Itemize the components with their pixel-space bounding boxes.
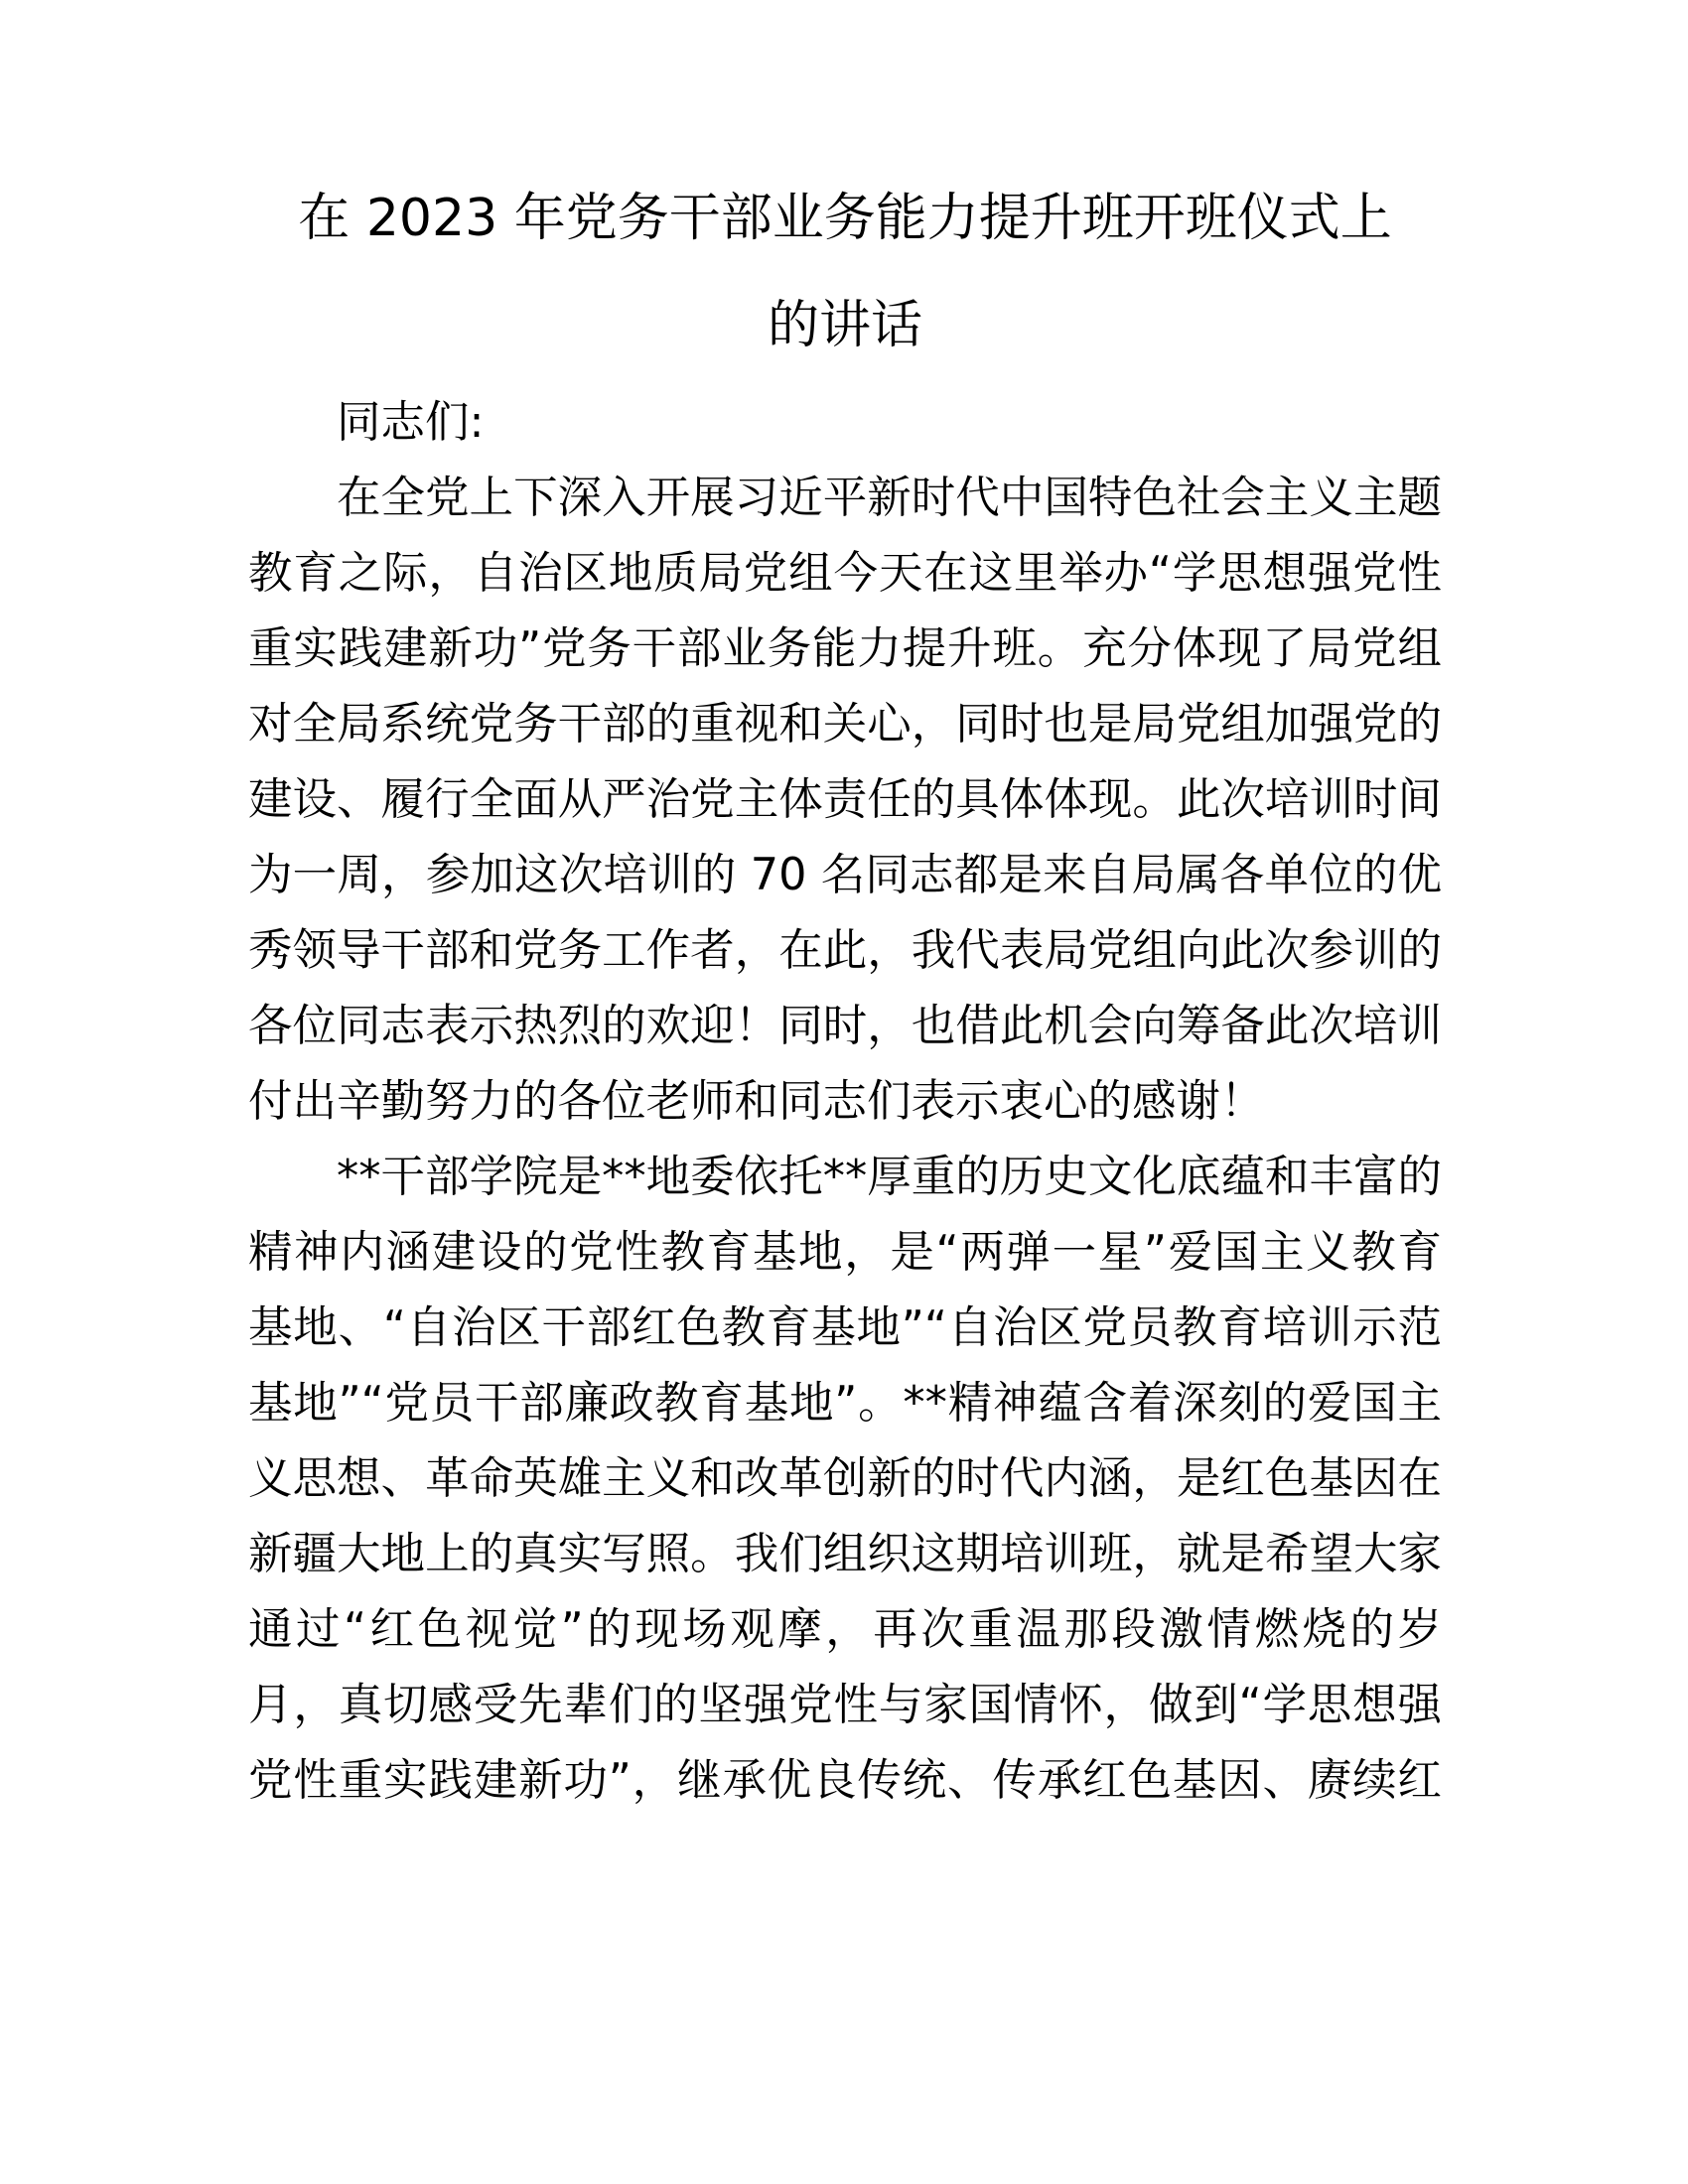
paragraph-line: 基地”“党员干部廉政教育基地”。**精神蕴含着深刻的爱国主 [248, 1378, 1442, 1429]
document-body [248, 385, 1442, 1819]
paragraph-line: 新疆大地上的真实写照。我们组织这期培训班，就是希望大家 [248, 1529, 1442, 1579]
paragraph-1 [248, 461, 1442, 1140]
salutation: 同志们: [337, 397, 485, 448]
paragraph-line: 对全局系统党务干部的重视和关心，同时也是局党组加强党的 [248, 699, 1442, 750]
paragraph-line: 秀领导干部和党务工作者，在此，我代表局党组向此次参训的 [248, 925, 1442, 976]
paragraph-line: 党性重实践建新功”，继承优良传统、传承红色基因、赓续红 [248, 1755, 1442, 1806]
title-line-1: 在 2023 年党务干部业务能力提升班开班仪式上 [298, 189, 1392, 248]
paragraph-line: 月，真切感受先辈们的坚强党性与家国情怀，做到“学思想强 [248, 1680, 1442, 1730]
paragraph-2 [248, 1140, 1442, 1819]
paragraph-line: **干部学院是**地委依托**厚重的历史文化底蕴和丰富的 [337, 1152, 1442, 1202]
document-title [248, 165, 1442, 379]
paragraph-line: 义思想、革命英雄主义和改革创新的时代内涵，是红色基因在 [248, 1453, 1442, 1504]
paragraph-line: 通过“红色视觉”的现场观摩，再次重温那段激情燃烧的岁 [248, 1604, 1442, 1655]
paragraph-line: 重实践建新功”党务干部业务能力提升班。充分体现了局党组 [248, 623, 1442, 674]
paragraph-line: 精神内涵建设的党性教育基地，是“两弹一星”爱国主义教育 [248, 1227, 1442, 1278]
paragraph-line: 各位同志表示热烈的欢迎！同时，也借此机会向筹备此次培训 [248, 1001, 1442, 1051]
paragraph-line: 教育之际，自治区地质局党组今天在这里举办“学思想强党性 [248, 548, 1442, 599]
paragraph-line: 基地、“自治区干部红色教育基地”“自治区党员教育培训示范 [248, 1302, 1442, 1353]
paragraph-line: 建设、履行全面从严治党主体责任的具体体现。此次培训时间 [248, 774, 1442, 825]
paragraph-line: 付出辛勤努力的各位老师和同志们表示衷心的感谢！ [248, 1076, 1265, 1127]
title-line-2: 的讲话 [767, 296, 922, 355]
paragraph-line: 为一周，参加这次培训的 70 名同志都是来自局属各单位的优 [248, 850, 1442, 900]
paragraph-line: 在全党上下深入开展习近平新时代中国特色社会主义主题 [337, 473, 1442, 523]
